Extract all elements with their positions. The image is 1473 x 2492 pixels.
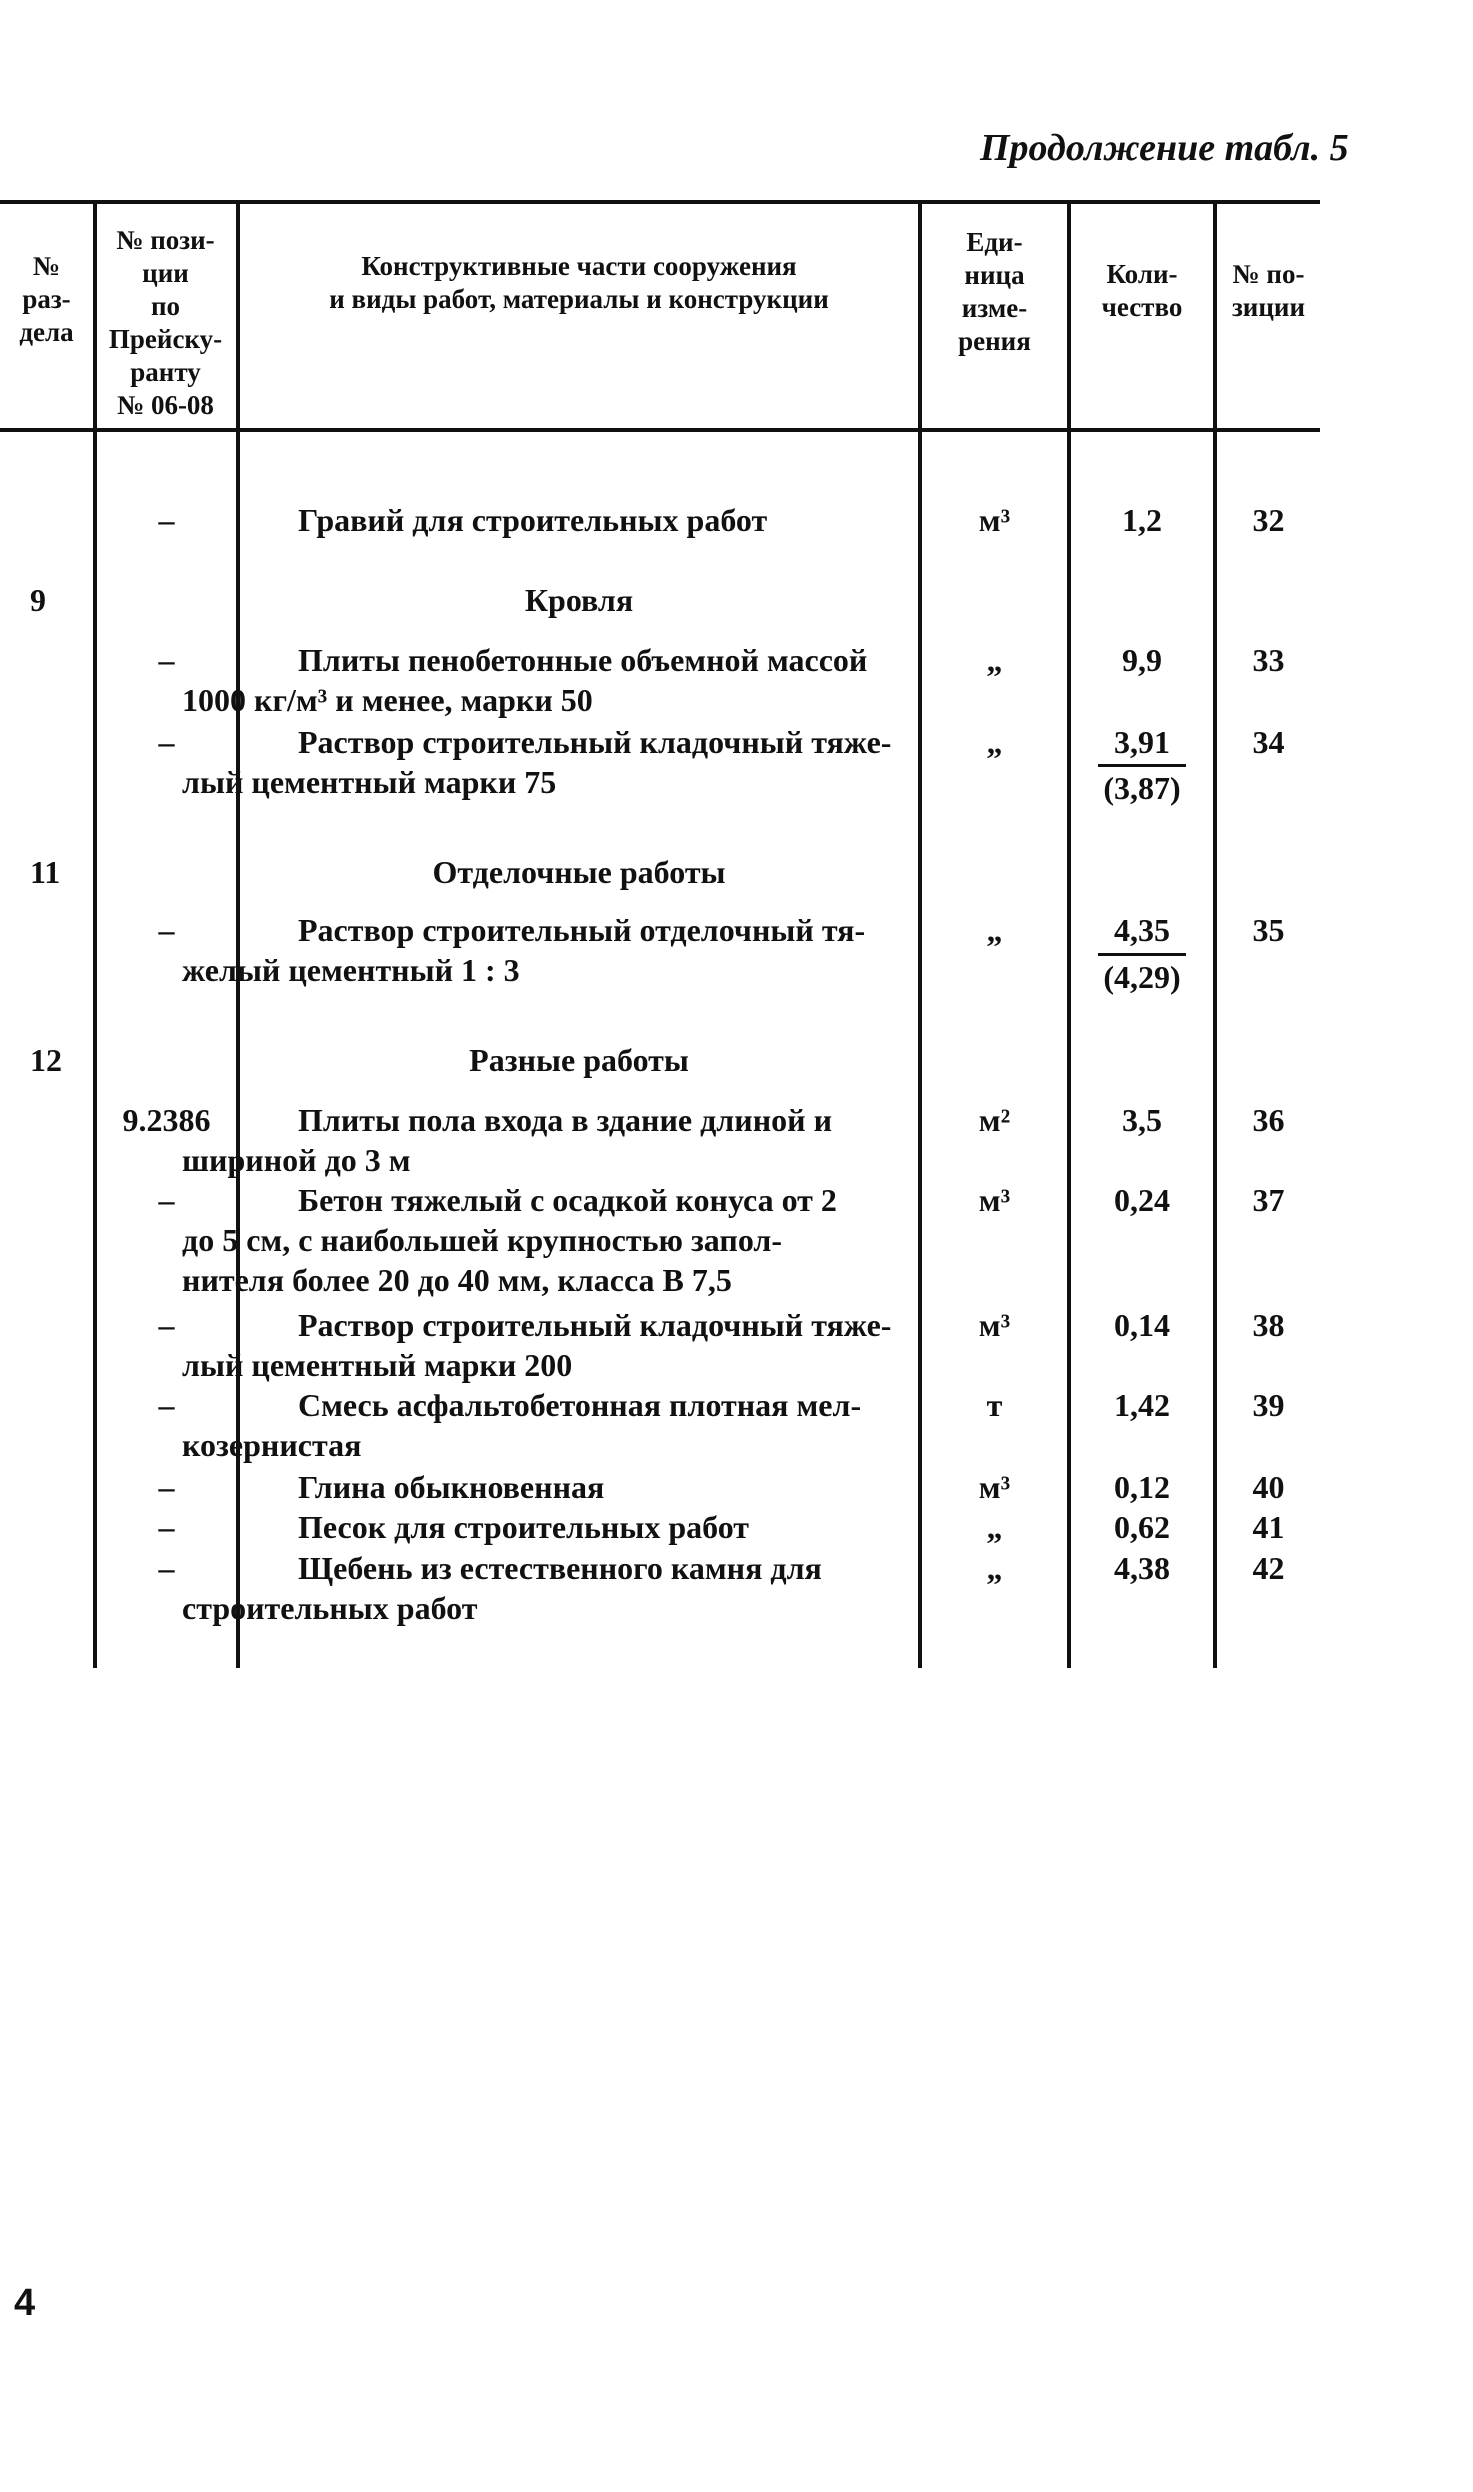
- row-unit: м³: [978, 1469, 1011, 1505]
- row-quantity: 0,24: [1114, 1182, 1170, 1218]
- row-unit: „: [986, 1550, 1003, 1586]
- row-description: Глина обыкновенная: [298, 1469, 605, 1505]
- row-quantity: 1,42: [1114, 1387, 1170, 1423]
- row-quantity: 1,2: [1122, 502, 1162, 538]
- page-number: 4: [14, 2282, 36, 2324]
- row-unit: т: [986, 1387, 1003, 1423]
- row-item-number: 42: [1252, 1550, 1285, 1586]
- section-number: 9: [30, 582, 46, 618]
- header-item-number: № по- зиции: [1231, 259, 1306, 322]
- table-row: –: [158, 724, 175, 760]
- row-quantity-alt: (4,29): [1103, 959, 1181, 995]
- row-unit: м³: [978, 1182, 1011, 1218]
- row-item-number: 32: [1252, 502, 1285, 538]
- row-unit: „: [986, 642, 1003, 678]
- row-description: Раствор строительный отделочный тя- желый цементный 1 : 3: [182, 912, 866, 988]
- row-quantity-alt: (3,87): [1103, 770, 1181, 806]
- row-description: Щебень из естественного камня для строительных работ: [182, 1550, 822, 1626]
- row-quantity: 0,12: [1114, 1469, 1170, 1505]
- row-quantity: 4,38: [1114, 1550, 1170, 1586]
- table-row: –: [158, 1387, 175, 1423]
- table-row: –: [158, 642, 175, 678]
- row-item-number: 34: [1252, 724, 1285, 760]
- row-unit: м²: [978, 1102, 1011, 1138]
- row-description: Гравий для строительных работ: [298, 502, 768, 538]
- table-row: –: [158, 1182, 175, 1218]
- table-row: 9.2386: [122, 1102, 211, 1138]
- section-title: Отделочные работы: [432, 854, 726, 890]
- row-unit: м³: [978, 1307, 1011, 1343]
- fraction-bar: [1098, 764, 1186, 767]
- table-row: –: [158, 1550, 175, 1586]
- row-quantity: 0,14: [1114, 1307, 1170, 1343]
- row-item-number: 33: [1252, 642, 1285, 678]
- row-description: Смесь асфальтобетонная плотная мел- козернистая: [182, 1387, 862, 1463]
- header-bottom-rule: [0, 428, 1320, 432]
- table-row: –: [158, 1509, 175, 1545]
- row-description: Плиты пола входа в здание длиной и шириной до 3 м: [182, 1102, 832, 1178]
- row-description: Плиты пенобетонные объемной массой 1000 кг/м³ и менее, марки 50: [182, 642, 868, 718]
- section-title: Разные работы: [469, 1042, 689, 1078]
- row-item-number: 41: [1252, 1509, 1285, 1545]
- row-item-number: 37: [1252, 1182, 1285, 1218]
- row-quantity: 3,91: [1114, 724, 1170, 760]
- header-quantity: Коли- чество: [1101, 259, 1183, 322]
- row-description: Бетон тяжелый с осадкой конуса от 2 до 5 см, с наибольшей крупностью запол- нителя более 20 до 40 мм, класса В 7,5: [182, 1182, 837, 1298]
- table-row: –: [158, 1469, 175, 1505]
- section-number: 11: [30, 854, 61, 890]
- row-item-number: 36: [1252, 1102, 1285, 1138]
- row-description: Песок для строительных работ: [298, 1509, 750, 1545]
- row-unit: „: [986, 912, 1003, 948]
- row-item-number: 35: [1252, 912, 1285, 948]
- fraction-bar: [1098, 953, 1186, 956]
- row-unit: „: [986, 724, 1003, 760]
- row-item-number: 38: [1252, 1307, 1285, 1343]
- table-top-rule: [0, 200, 1320, 204]
- row-quantity: 3,5: [1122, 1102, 1162, 1138]
- row-description: Раствор строительный кладочный тяже- лый цементный марки 75: [182, 724, 892, 800]
- section-number: 12: [30, 1042, 62, 1078]
- table-caption: Продолжение табл. 5: [980, 127, 1349, 169]
- header-description: Конструктивные части сооружения и виды работ, материалы и конструкции: [329, 251, 829, 314]
- row-quantity: 4,35: [1114, 912, 1170, 948]
- row-description: Раствор строительный кладочный тяже- лый цементный марки 200: [182, 1307, 892, 1383]
- row-unit: м³: [978, 502, 1011, 538]
- row-item-number: 39: [1252, 1387, 1285, 1423]
- row-unit: „: [986, 1509, 1003, 1545]
- row-quantity: 0,62: [1114, 1509, 1170, 1545]
- header-section-number: № раз- дела: [19, 251, 74, 347]
- header-unit: Еди- ница изме- рения: [958, 227, 1031, 356]
- table-row: –: [158, 502, 175, 538]
- row-item-number: 40: [1252, 1469, 1285, 1505]
- row-quantity: 9,9: [1122, 642, 1162, 678]
- table-row: –: [158, 1307, 175, 1343]
- section-title: Кровля: [524, 582, 634, 618]
- header-price-list-position: № пози- ции по Прейску- ранту № 06-08: [108, 225, 223, 420]
- table-row: –: [158, 912, 175, 948]
